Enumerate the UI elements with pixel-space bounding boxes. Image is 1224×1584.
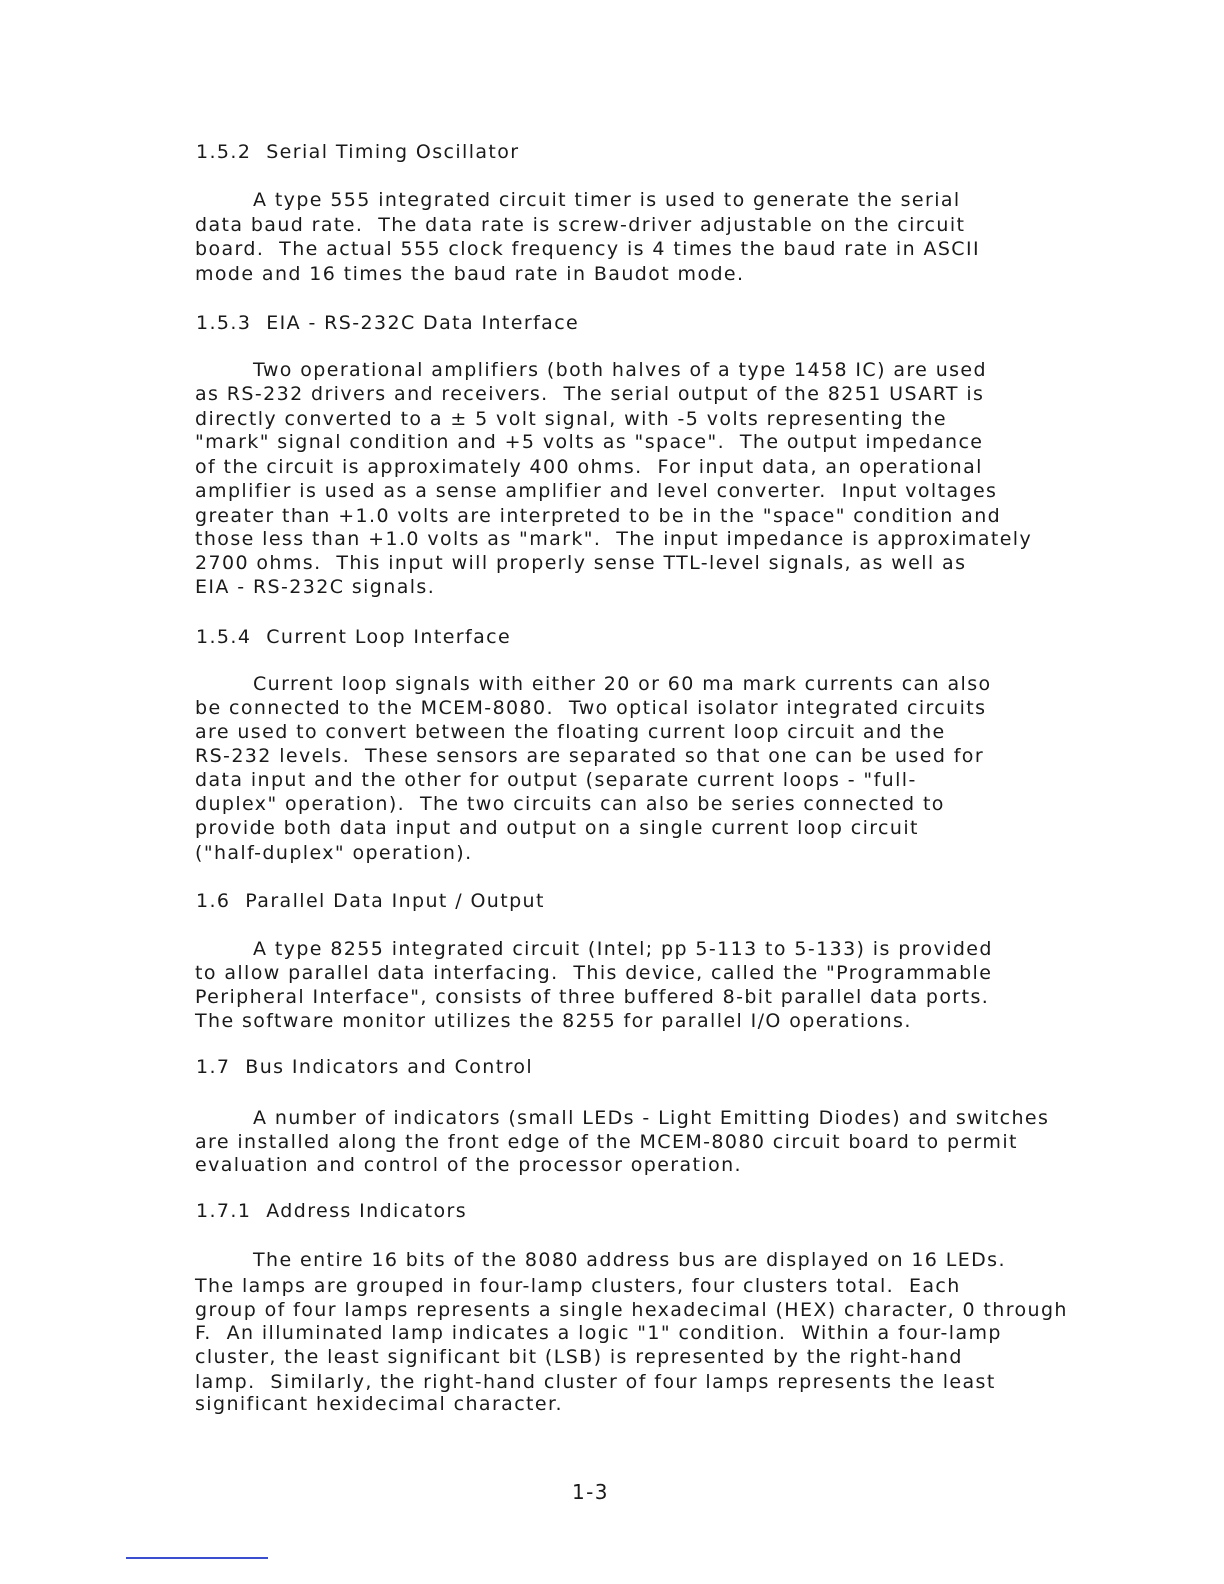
paragraph-line: F. An illuminated lamp indicates a logic "1" condition. Within a four-lamp xyxy=(195,1322,1002,1344)
paragraph-line: of the circuit is approximately 400 ohms. For input data, an operational xyxy=(195,456,983,478)
paragraph-line: data baud rate. The data rate is screw-driver adjustable on the circuit xyxy=(195,214,966,236)
paragraph-line: group of four lamps represents a single hexadecimal (HEX) character, 0 through xyxy=(195,1299,1068,1321)
section-heading-1-5-4: 1.5.4 Current Loop Interface xyxy=(196,626,512,648)
paragraph-line: as RS-232 drivers and receivers. The serial output of the 8251 USART is xyxy=(195,383,985,405)
paragraph-line: RS-232 levels. These sensors are separated so that one can be used for xyxy=(195,745,985,767)
paragraph-line: directly converted to a ± 5 volt signal, with -5 volts representing the xyxy=(195,408,947,430)
paragraph-line: are used to convert between the floating current loop circuit and the xyxy=(195,721,946,743)
page-number: 1-3 xyxy=(572,1480,609,1504)
paragraph-line: provide both data input and output on a single current loop circuit xyxy=(195,817,919,839)
paragraph-line: evaluation and control of the processor operation. xyxy=(195,1154,742,1176)
paragraph-line: Two operational amplifiers (both halves of a type 1458 IC) are used xyxy=(253,359,987,381)
paragraph-line: The lamps are grouped in four-lamp clusters, four clusters total. Each xyxy=(195,1275,961,1297)
paragraph-line: those less than +1.0 volts as "mark". The input impedance is approximately xyxy=(195,528,1033,550)
paragraph-line: Current loop signals with either 20 or 60 ma mark currents can also xyxy=(253,673,992,695)
paragraph-line: amplifier is used as a sense amplifier and level converter. Input voltages xyxy=(195,480,998,502)
paragraph-line: cluster, the least significant bit (LSB) is represented by the right-hand xyxy=(195,1346,963,1368)
paragraph-line: A number of indicators (small LEDs - Light Emitting Diodes) and switches xyxy=(253,1107,1050,1129)
paragraph-line: A type 555 integrated circuit timer is used to generate the serial xyxy=(253,189,961,211)
footer-rule xyxy=(126,1557,268,1559)
paragraph-line: to allow parallel data interfacing. This device, called the "Programmable xyxy=(195,962,993,984)
paragraph-line: "mark" signal condition and +5 volts as "space". The output impedance xyxy=(195,431,984,453)
section-heading-1-6: 1.6 Parallel Data Input / Output xyxy=(196,890,545,912)
paragraph-line: The entire 16 bits of the 8080 address bus are displayed on 16 LEDs. xyxy=(253,1249,1006,1271)
paragraph-line: data input and the other for output (separate current loops - "full- xyxy=(195,769,917,791)
paragraph-line: board. The actual 555 clock frequency is 4 times the baud rate in ASCII xyxy=(195,238,980,260)
paragraph-line: EIA - RS-232C signals. xyxy=(195,576,436,598)
paragraph-line: 2700 ohms. This input will properly sense TTL-level signals, as well as xyxy=(195,552,967,574)
paragraph-line: ("half-duplex" operation). xyxy=(195,842,473,864)
paragraph-line: Peripheral Interface", consists of three buffered 8-bit parallel data ports. xyxy=(195,986,990,1008)
paragraph-line: are installed along the front edge of the MCEM-8080 circuit board to permit xyxy=(195,1131,1018,1153)
paragraph-line: lamp. Similarly, the right-hand cluster of four lamps represents the least xyxy=(195,1371,996,1393)
section-heading-1-7: 1.7 Bus Indicators and Control xyxy=(196,1056,534,1078)
section-heading-1-7-1: 1.7.1 Address Indicators xyxy=(196,1200,467,1222)
section-heading-1-5-2: 1.5.2 Serial Timing Oscillator xyxy=(196,141,520,163)
paragraph-line: significant hexidecimal character. xyxy=(195,1393,563,1415)
paragraph-line: The software monitor utilizes the 8255 for parallel I/O operations. xyxy=(195,1010,912,1032)
paragraph-line: mode and 16 times the baud rate in Baudot mode. xyxy=(195,263,745,285)
paragraph-line: duplex" operation). The two circuits can also be series connected to xyxy=(195,793,945,815)
paragraph-line: A type 8255 integrated circuit (Intel; pp 5-113 to 5-133) is provided xyxy=(253,938,993,960)
paragraph-line: greater than +1.0 volts are interpreted to be in the "space" condition and xyxy=(195,505,1002,527)
section-heading-1-5-3: 1.5.3 EIA - RS-232C Data Interface xyxy=(196,312,580,334)
paragraph-line: be connected to the MCEM-8080. Two optical isolator integrated circuits xyxy=(195,697,987,719)
